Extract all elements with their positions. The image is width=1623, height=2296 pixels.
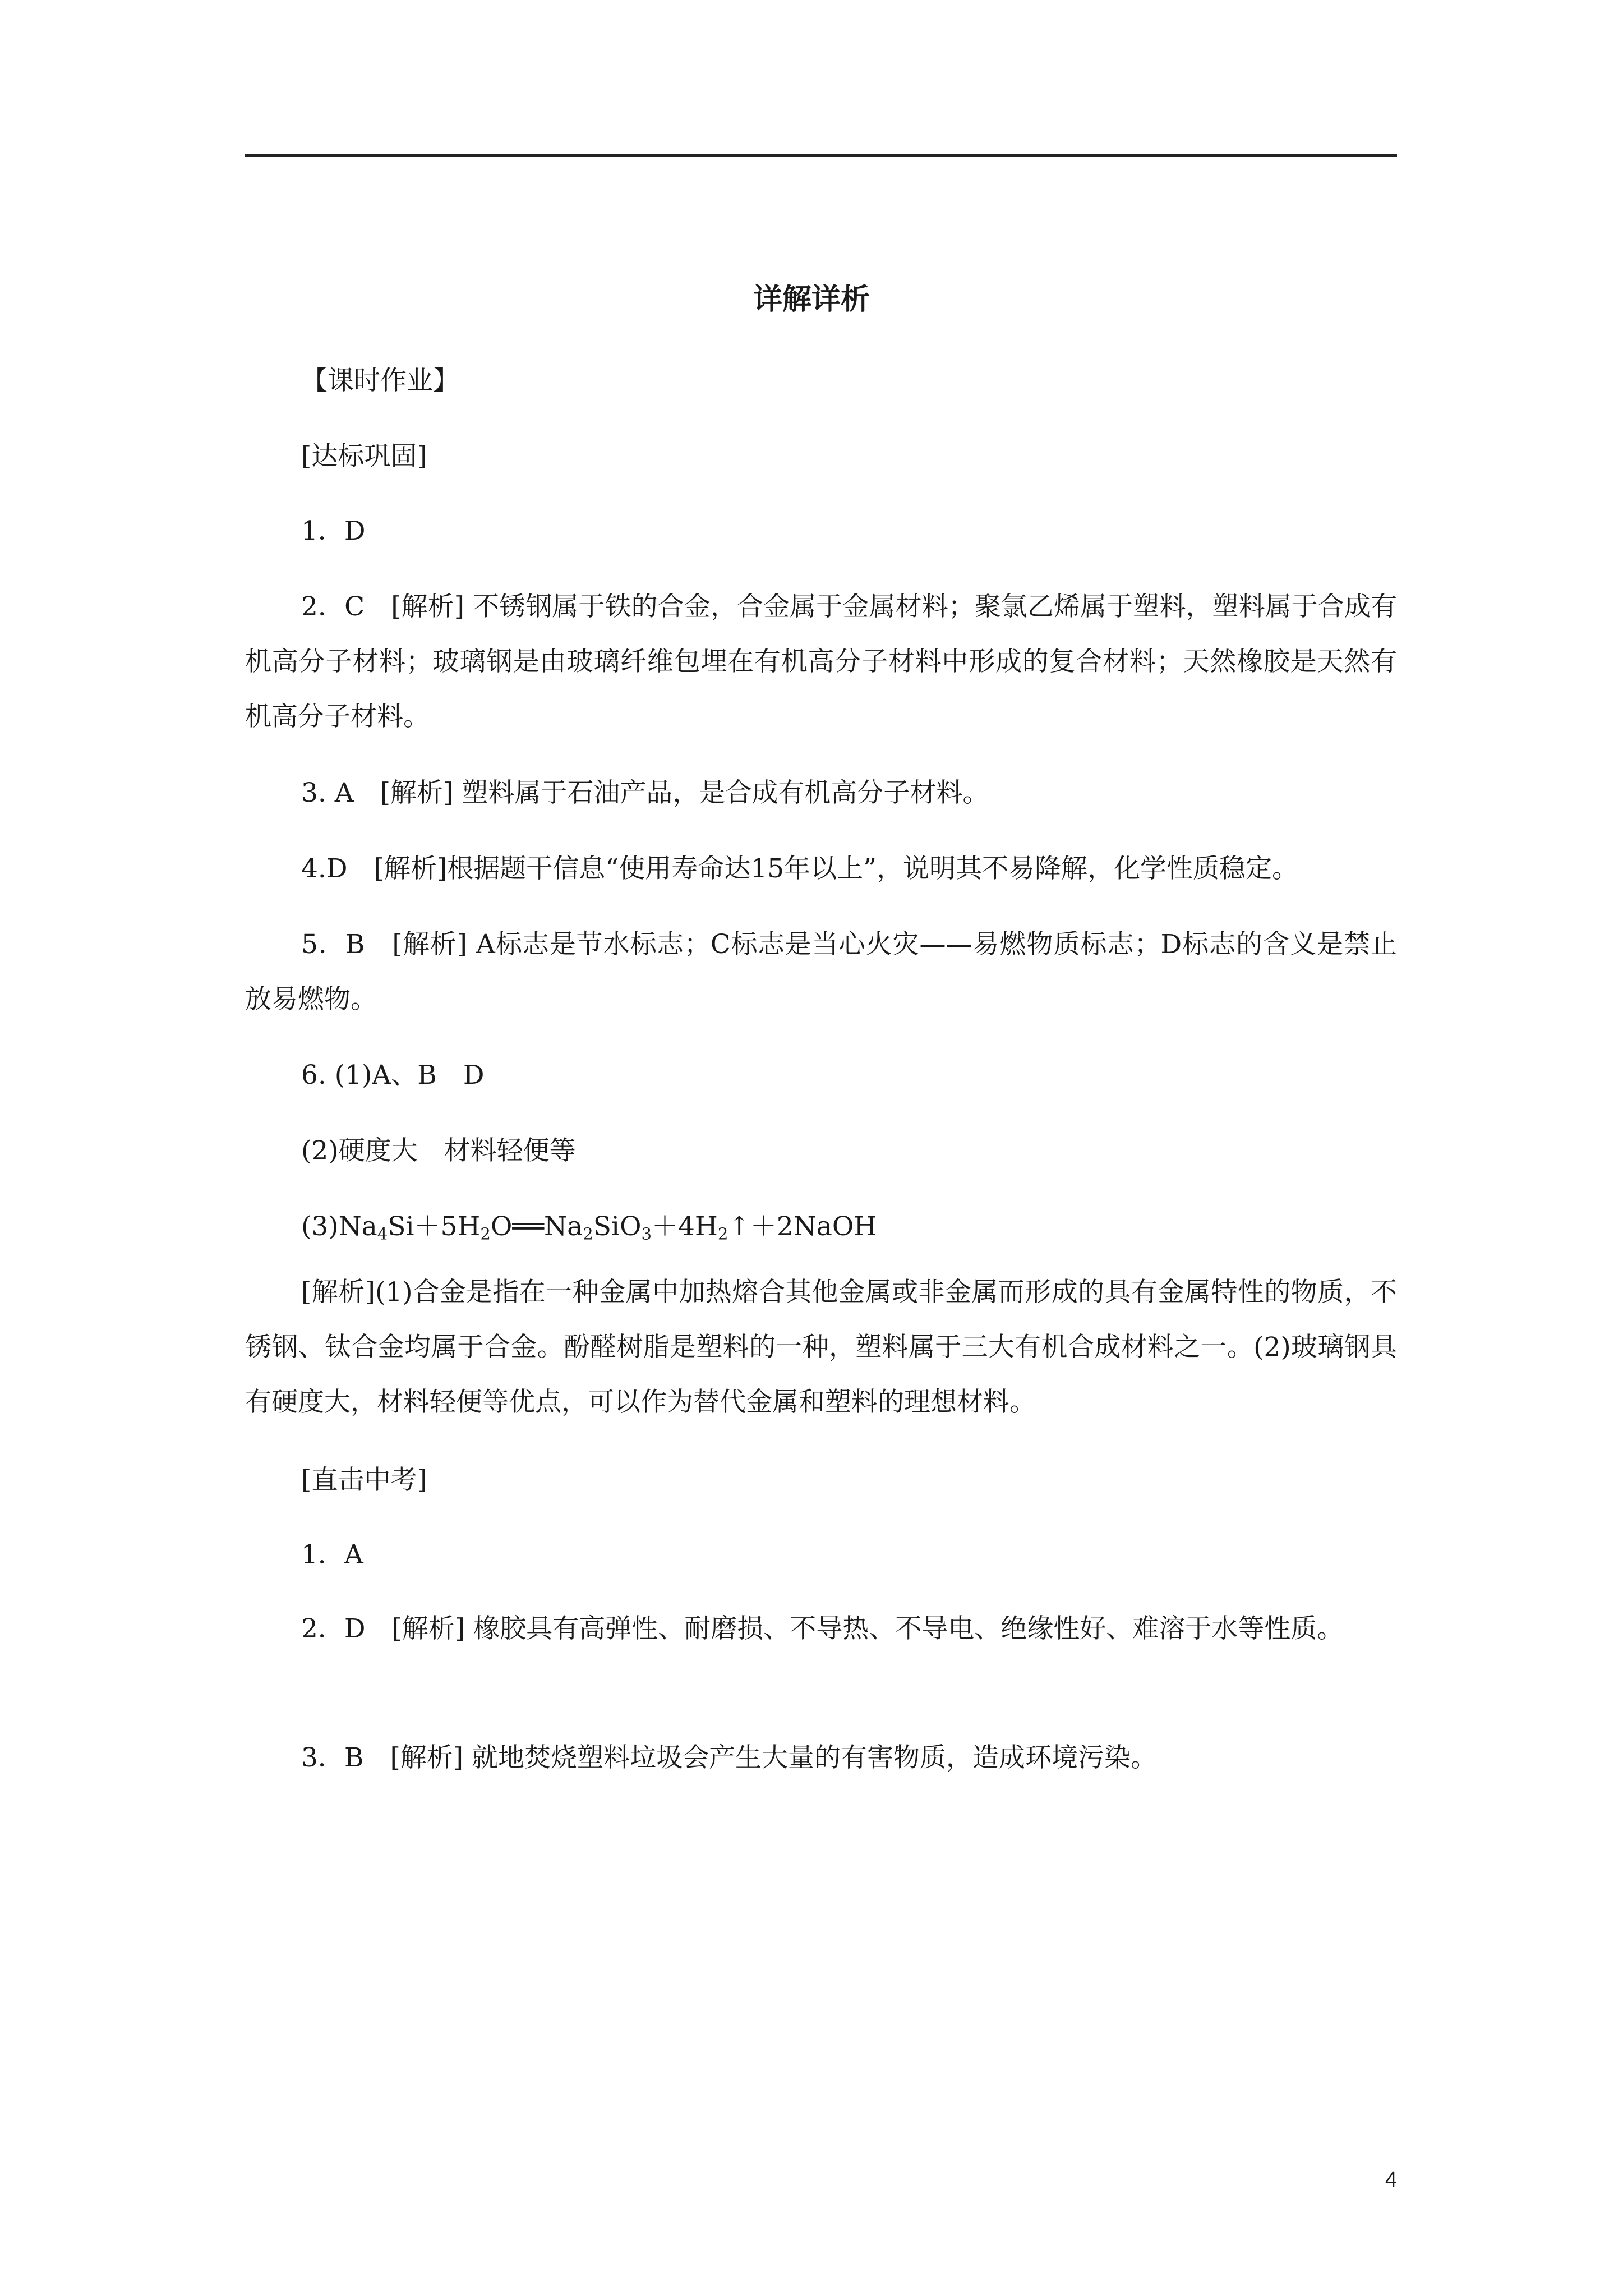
exam-item-2: 2．D [解析] 橡胶具有高弹性、耐磨损、不导热、不导电、绝缘性好、难溶于水等性质。 [301, 1613, 1344, 1644]
page-title: 详解详析 [753, 282, 870, 316]
answer-item-3: 3. A [解析] 塑料属于石油产品，是合成有机高分子材料。 [301, 777, 989, 808]
answer-item-5: 5．B [解析] A标志是节水标志；C标志是当心火灾——易燃物质标志；D标志的含义是禁止放易燃物。 [245, 929, 1397, 1015]
answer-item-4: 4.D [解析]根据题干信息“使用寿命达15年以上”，说明其不易降解，化学性质稳定。 [301, 853, 1299, 884]
exam-item-3: 3．B [解析] 就地焚烧塑料垃圾会产生大量的有害物质，造成环境污染。 [301, 1742, 1158, 1773]
answer-item-1: 1．D [301, 516, 366, 546]
subsection-heading-exam: [直击中考] [301, 1465, 427, 1496]
exam-item-1: 1．A [301, 1539, 363, 1570]
answer-item-6-part1: 6. (1)A、B D [301, 1060, 485, 1091]
answer-item-2: 2．C [解析] 不锈钢属于铁的合金，合金属于金属材料；聚氯乙烯属于塑料，塑料属于合成有机高分子材料；玻璃钢是由玻璃纤维包埋在有机高分子材料中形成的复合材料；天然橡胶是天然有机高分子材料。 [245, 591, 1397, 732]
answer-item-6-part2: (2)硬度大 材料轻便等 [301, 1135, 576, 1166]
subsection-heading-standard: [达标巩固] [301, 441, 427, 472]
explanation-item-6: [解析](1)合金是指在一种金属中加热熔合其他金属或非金属而形成的具有金属特性的物质，不锈钢、钛合金均属于合金。酚醛树脂是塑料的一种，塑料属于三大有机合成材料之一。(2)玻璃钢具有硬度大，材料轻便等优点，可以作为替代金属和塑料的理想材料。 [245, 1277, 1397, 1418]
section-heading-homework: 【课时作业】 [301, 365, 459, 396]
page-number: 4 [1385, 2168, 1397, 2192]
chemical-equation: $(3)Na_4Si+5H_2O══Na_2SiO_3+4H_2↑+2NaOH$ [301, 1211, 877, 1244]
header-rule [245, 154, 1397, 157]
